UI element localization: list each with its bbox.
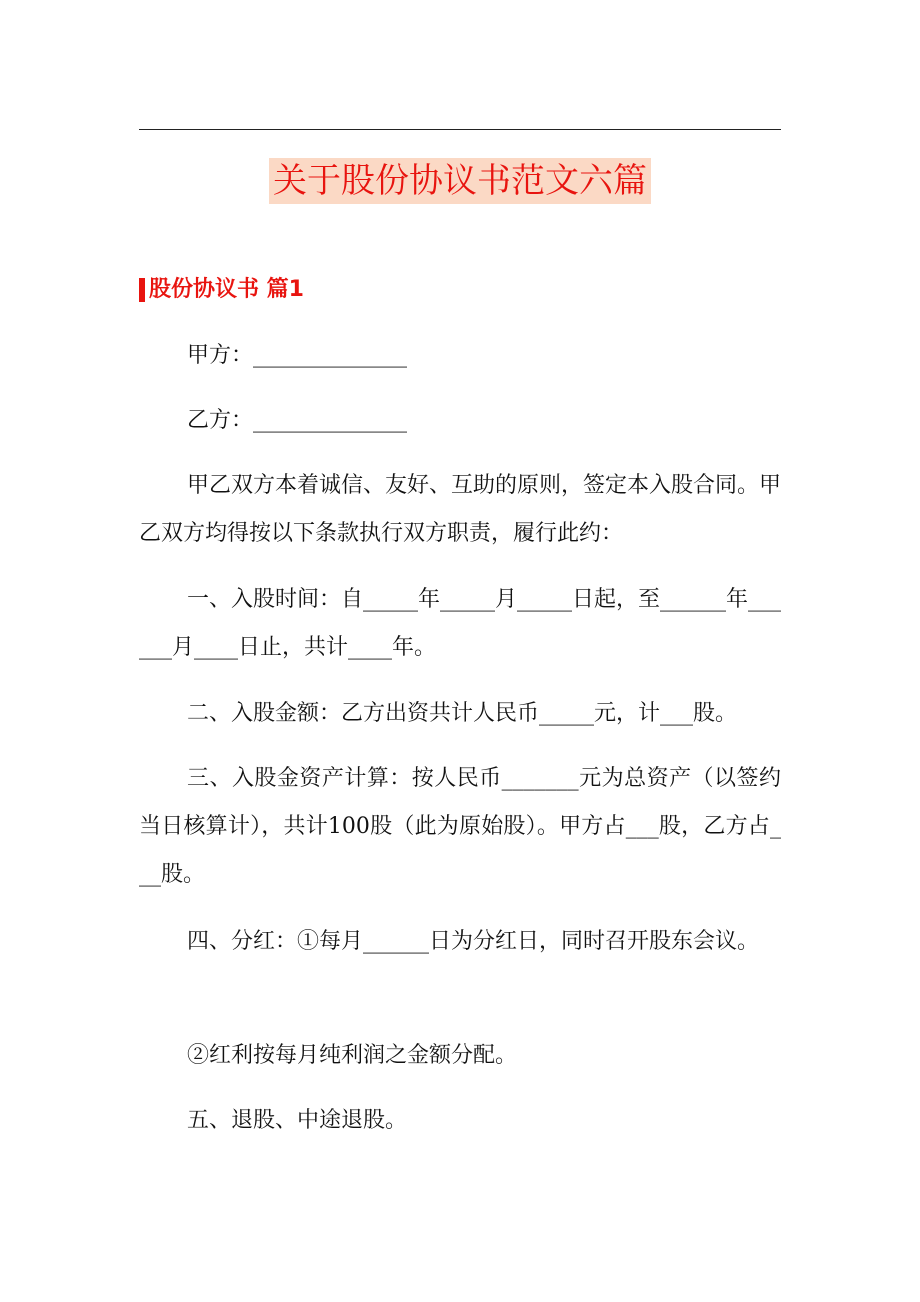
heading-marker-icon (139, 278, 145, 302)
clause-5: 五、退股、中途退股。 (187, 1108, 408, 1133)
document-title: 关于股份协议书范文六篇 (269, 158, 651, 204)
party-a-line: 甲方：______________ (187, 343, 408, 368)
clause-4-item-2: ②红利按每月纯利润之金额分配。 (187, 1043, 518, 1068)
clause-1: 一、入股时间：自_____年_____月_____日起，至______年______月____日止，共计____年。 (139, 587, 782, 660)
section-heading-text: 股份协议书 篇1 (149, 277, 304, 302)
header-rule (139, 129, 781, 130)
title-area (0, 158, 920, 204)
clause-3: 三、入股金资产计算：按人民币_______元为总资产（以签约当日核算计），共计100股（此为原始股）。甲方占___股，乙方占___股。 (139, 766, 781, 887)
party-b-line: 乙方：______________ (187, 408, 408, 433)
clause-4: 四、分红：①每月______日为分红日，同时召开股东会议。 (187, 929, 760, 954)
section-heading (139, 274, 304, 306)
intro-paragraph: 甲乙双方本着诚信、友好、互助的原则，签定本入股合同。甲乙双方均得按以下条款执行双方职责，履行此约： (139, 473, 782, 546)
clause-2: 二、入股金额：乙方出资共计人民币_____元，计___股。 (187, 701, 738, 726)
